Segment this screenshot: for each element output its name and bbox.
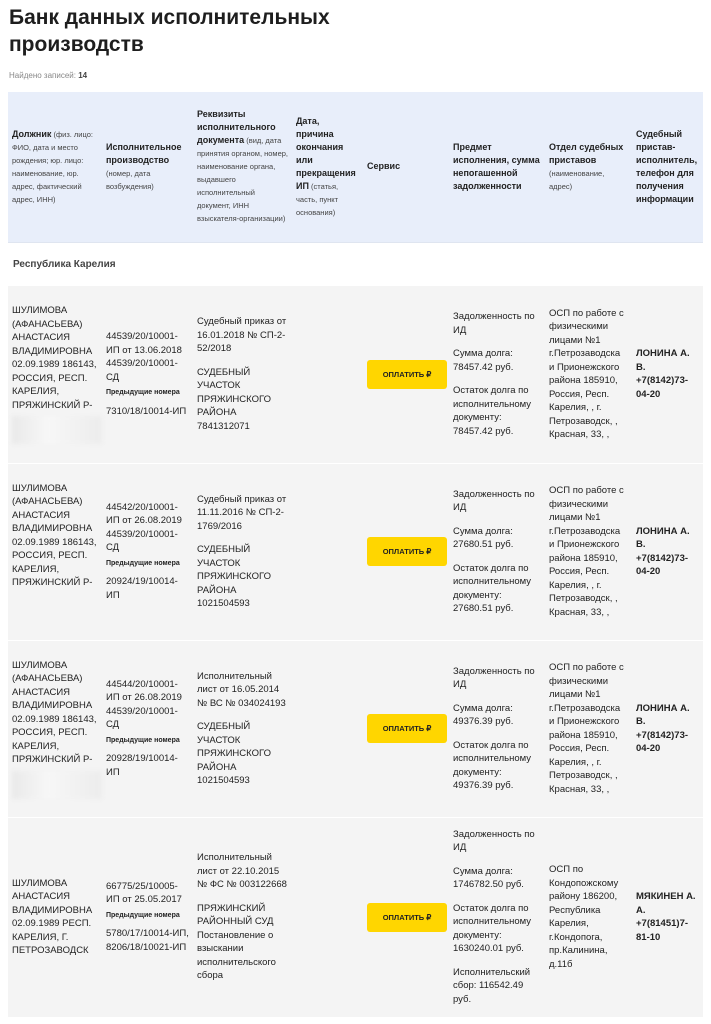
proceeding-cell: 44542/20/10001-ИП от 26.08.2019 44539/20/10001-СД Предыдущие номера 20924/19/10014-ИП bbox=[102, 463, 193, 640]
proceeding-cell: 44544/20/10001-ИП от 26.08.2019 44539/20/10001-СД Предыдущие номера 20928/19/10014-ИП bbox=[102, 640, 193, 817]
records-found bbox=[9, 71, 87, 80]
header-proceeding: Исполнительное производство (номер, дата возбуждения) bbox=[102, 92, 193, 242]
proceeding-cell: 66775/25/10005-ИП от 25.05.2017 Предыдущие номера 5780/17/10014-ИП, 8206/18/10021-ИП bbox=[102, 817, 193, 1017]
header-end-date: Дата, причина окончания или прекращения ИП (статья, часть, пункт основания) bbox=[292, 92, 363, 242]
subject-cell: Задолженность по ИД Сумма долга: 1746782.50 руб. Остаток долга по исполнительному документу: 1630240.01 руб. Исполнительский сбор: 116542.49 руб. bbox=[449, 817, 545, 1017]
document-cell: Судебный приказ от 16.01.2018 № СП-2-52/2018 СУДЕБНЫЙ УЧАСТОК ПРЯЖИНСКОГО РАЙОНА 7841312071 bbox=[193, 286, 292, 463]
ruble-icon: ₽ bbox=[426, 724, 432, 733]
pay-button[interactable]: ОПЛАТИТЬ ₽ bbox=[367, 537, 447, 566]
pay-button[interactable]: ОПЛАТИТЬ ₽ bbox=[367, 903, 447, 932]
records-found-count: 14 bbox=[78, 71, 88, 80]
debtor-cell: ШУЛИМОВА (АФАНАСЬЕВА) АНАСТАСИЯ ВЛАДИМИРОВНА 02.09.1989 186143, РОССИЯ, РЕСП. КАРЕЛИЯ, ПРЯЖИНСКИЙ Р- bbox=[8, 463, 102, 640]
pay-button[interactable]: ОПЛАТИТЬ ₽ bbox=[367, 360, 447, 389]
document-cell: Исполнительный лист от 16.05.2014 № ВС № 034024193 СУДЕБНЫЙ УЧАСТОК ПРЯЖИНСКОГО РАЙОНА 1021504593 bbox=[193, 640, 292, 817]
header-department: Отдел судебных приставов (наименование, адрес) bbox=[545, 92, 632, 242]
redacted-area bbox=[12, 771, 102, 799]
header-debtor: Должник (физ. лицо: ФИО, дата и место рождения; юр. лицо: наименование, юр. адрес, фактический адрес, ИНН) bbox=[8, 92, 102, 242]
bailiff-cell: ЛОНИНА А. В. +7(8142)73-04-20 bbox=[632, 640, 703, 817]
previous-numbers-label: Предыдущие номера bbox=[106, 736, 180, 744]
pay-button[interactable]: ОПЛАТИТЬ ₽ bbox=[367, 714, 447, 743]
table-row bbox=[8, 286, 703, 463]
table-row bbox=[8, 817, 703, 1017]
subject-cell: Задолженность по ИД Сумма долга: 78457.42 руб. Остаток долга по исполнительному документу: 78457.42 руб. bbox=[449, 286, 545, 463]
debtor-cell: ШУЛИМОВА (АФАНАСЬЕВА) АНАСТАСИЯ ВЛАДИМИРОВНА 02.09.1989 186143, РОССИЯ, РЕСП. КАРЕЛИЯ, ПРЯЖИНСКИЙ Р- bbox=[8, 286, 102, 463]
header-subject: Предмет исполнения, сумма непогашенной задолженности bbox=[449, 92, 545, 242]
bailiff-cell: ЛОНИНА А. В. +7(8142)73-04-20 bbox=[632, 463, 703, 640]
department-cell: ОСП по работе с физическими лицами №1 г.Петрозаводска и Прионежского района 185910, Россия, Респ. Карелия, , г. Петрозаводск, , Красная, 33, , bbox=[545, 286, 632, 463]
document-cell: Исполнительный лист от 22.10.2015 № ФС № 003122668 ПРЯЖИНСКИЙ РАЙОННЫЙ СУД Постановление о взыскании исполнительского сбора bbox=[193, 817, 292, 1017]
debtor-cell: ШУЛИМОВА АНАСТАСИЯ ВЛАДИМИРОВНА 02.09.1989 РЕСП. КАРЕЛИЯ, Г. ПЕТРОЗАВОДСК bbox=[8, 817, 102, 1017]
redacted-area bbox=[12, 416, 102, 444]
department-cell: ОСП по работе с физическими лицами №1 г.Петрозаводска и Прионежского района 185910, Россия, Респ. Карелия, , г. Петрозаводск, , Красная, 33, , bbox=[545, 640, 632, 817]
results-table bbox=[8, 92, 703, 1018]
end-date-cell bbox=[292, 817, 363, 1017]
previous-numbers-label: Предыдущие номера bbox=[106, 389, 180, 397]
ruble-icon: ₽ bbox=[426, 369, 432, 379]
previous-numbers-label: Предыдущие номера bbox=[106, 559, 180, 567]
previous-numbers-label: Предыдущие номера bbox=[106, 911, 180, 919]
end-date-cell bbox=[292, 463, 363, 640]
department-cell: ОСП по работе с физическими лицами №1 г.Петрозаводска и Прионежского района 185910, Россия, Респ. Карелия, , г. Петрозаводск, , Красная, 33, , bbox=[545, 463, 632, 640]
bailiff-cell: ЛОНИНА А. В. +7(8142)73-04-20 bbox=[632, 286, 703, 463]
region-name: Республика Карелия bbox=[8, 242, 703, 286]
page-title: Банк данных исполнительных производств bbox=[9, 6, 330, 56]
end-date-cell bbox=[292, 640, 363, 817]
header-bailiff: Судебный пристав-исполнитель, телефон для получения информации bbox=[632, 92, 703, 242]
debtor-cell: ШУЛИМОВА (АФАНАСЬЕВА) АНАСТАСИЯ ВЛАДИМИРОВНА 02.09.1989 186143, РОССИЯ, РЕСП. КАРЕЛИЯ, ПРЯЖИНСКИЙ Р- bbox=[8, 640, 102, 817]
header-document: Реквизиты исполнительного документа (вид, дата принятия органом, номер, наименование органа, выдавшего исполнительный документ, ИНН взыскателя-организации) bbox=[193, 92, 292, 242]
redacted-area bbox=[12, 594, 102, 622]
subject-cell: Задолженность по ИД Сумма долга: 49376.39 руб. Остаток долга по исполнительному документу: 49376.39 руб. bbox=[449, 640, 545, 817]
bailiff-cell: МЯКИНЕН А. А. +7(81451)7-81-10 bbox=[632, 817, 703, 1017]
document-cell: Судебный приказ от 11.11.2016 № СП-2-1769/2016 СУДЕБНЫЙ УЧАСТОК ПРЯЖИНСКОГО РАЙОНА 1021504593 bbox=[193, 463, 292, 640]
department-cell: ОСП по Кондопожскому району 186200, Республика Карелия, г.Кондопога, пр.Калинина, д.11б bbox=[545, 817, 632, 1017]
subject-cell: Задолженность по ИД Сумма долга: 27680.51 руб. Остаток долга по исполнительному документу: 27680.51 руб. bbox=[449, 463, 545, 640]
region-row bbox=[8, 242, 703, 286]
ruble-icon: ₽ bbox=[426, 547, 432, 556]
proceeding-cell: 44539/20/10001-ИП от 13.06.2018 44539/20/10001-СД Предыдущие номера 7310/18/10014-ИП bbox=[102, 286, 193, 463]
end-date-cell bbox=[292, 286, 363, 463]
table-row bbox=[8, 640, 703, 817]
service-cell bbox=[363, 817, 449, 1017]
table-row bbox=[8, 463, 703, 640]
table-header-row bbox=[8, 92, 703, 242]
records-found-label: Найдено записей: bbox=[9, 71, 76, 80]
header-service: Сервис bbox=[363, 92, 449, 242]
service-cell bbox=[363, 286, 449, 463]
ruble-icon: ₽ bbox=[426, 912, 432, 922]
service-cell bbox=[363, 463, 449, 640]
service-cell bbox=[363, 640, 449, 817]
